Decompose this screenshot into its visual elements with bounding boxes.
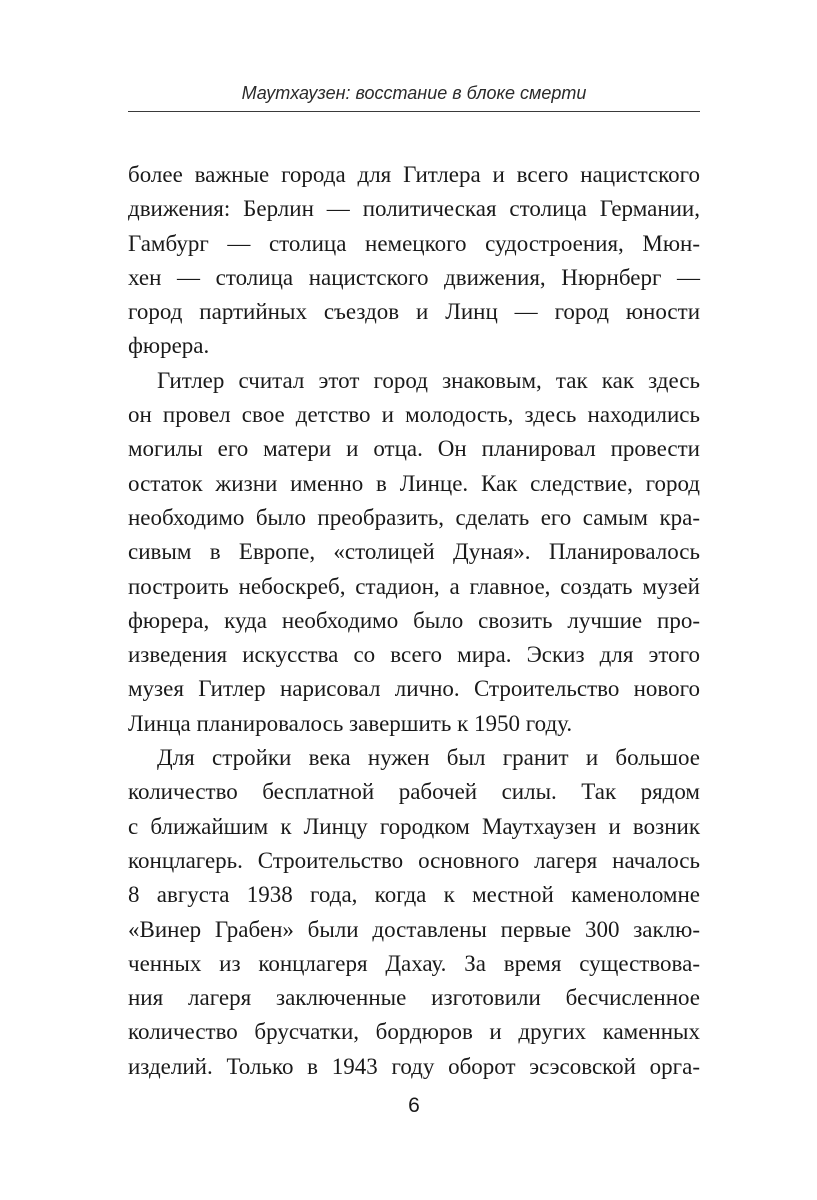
header-divider xyxy=(128,111,700,112)
text-line: построить небоскреб, стадион, а главное, создать музей xyxy=(128,573,700,599)
text-line: фюрера. xyxy=(128,333,210,359)
text-line: концлагерь. Строительство основного лагеря началось xyxy=(128,847,700,873)
text-line: Линца планировалось завершить к 1950 году. xyxy=(128,710,573,736)
text-line: сивым в Европе, «столицей Дуная». Планировалось xyxy=(128,539,700,565)
text-line: «Винер Грабен» были доставлены первые 300 заклю- xyxy=(128,916,700,942)
text-line: Гамбург — столица немецкого судостроения, Мюн- xyxy=(128,230,700,256)
text-line: 8 августа 1938 года, когда к местной каменоломне xyxy=(128,882,700,908)
text-line: ченных из концлагеря Дахау. За время существова- xyxy=(128,950,700,976)
text-line: количество брусчатки, бордюров и других каменных xyxy=(128,1019,700,1045)
text-line: более важные города для Гитлера и всего нацистского xyxy=(128,162,700,187)
text-line: ния лагеря заключенные изготовили бесчисленное xyxy=(128,985,700,1011)
text-line: Гитлер считал этот город знаковым, так как здесь xyxy=(157,367,700,393)
text-line: изведения искусства со всего мира. Эскиз для этого xyxy=(128,642,700,668)
text-line: изделий. Только в 1943 году оборот эсэсовской орга- xyxy=(128,1053,700,1079)
text-line: могилы его матери и отца. Он планировал провести xyxy=(128,436,700,462)
text-line: с ближайшим к Линцу городком Маутхаузен и возник xyxy=(128,813,700,839)
text-line: фюрера, куда необходимо было свозить лучшие про- xyxy=(128,607,700,633)
text-line: он провел свое детство и молодость, здесь находились xyxy=(128,402,700,428)
text-line: количество бесплатной рабочей силы. Так рядом xyxy=(128,779,700,805)
text-line: необходимо было преобразить, сделать его самым кра- xyxy=(128,504,700,530)
text-line: остаток жизни именно в Линце. Как следствие, город xyxy=(128,470,700,496)
page-number: 6 xyxy=(408,1094,420,1117)
text-line: город партийных съездов и Линц — город юности xyxy=(128,299,700,325)
text-line: музея Гитлер нарисовал лично. Строительство нового xyxy=(128,676,700,702)
running-header-title: Маутхаузен: восстание в блоке смерти xyxy=(241,83,587,103)
text-line: движения: Берлин — политическая столица Германии, xyxy=(128,196,700,222)
text-line: хен — столица нацистского движения, Нюрнберг — xyxy=(128,264,700,290)
body-text xyxy=(128,158,700,1084)
text-line: Для стройки века нужен был гранит и большое xyxy=(157,745,700,771)
